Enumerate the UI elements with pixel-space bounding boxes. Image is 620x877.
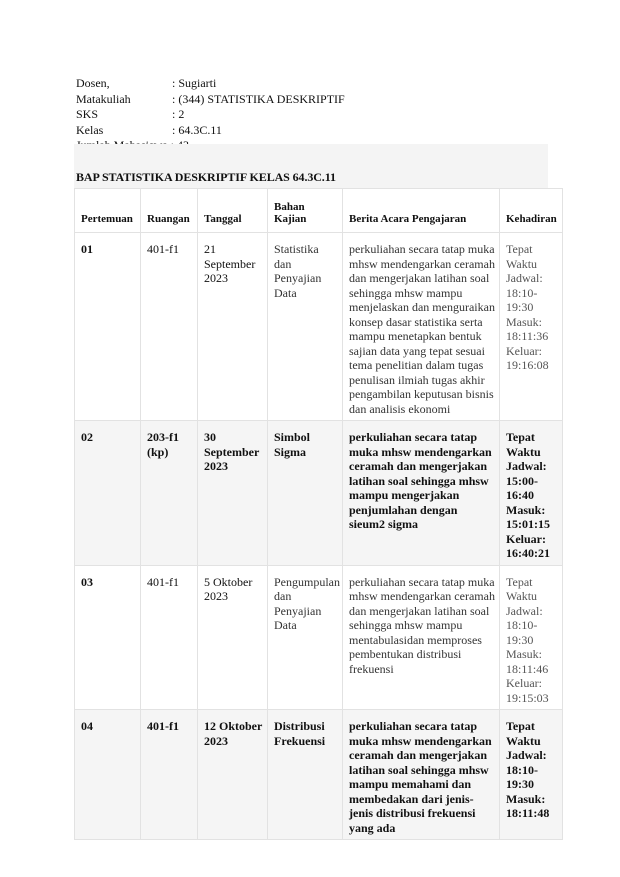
kehadiran-line: Waktu [506, 444, 541, 459]
kehadiran-line: Waktu [506, 589, 538, 603]
cell-kehadiran [500, 233, 563, 421]
cell-bahan-kajian: Distribusi Frekuensi [268, 710, 343, 840]
cell-pertemuan: 03 [75, 565, 141, 710]
info-row-matakuliah [76, 92, 345, 108]
course-info [76, 76, 345, 154]
kehadiran-line: 15:00- [506, 473, 538, 488]
info-label: Kelas [76, 122, 104, 137]
col-header-berita-acara: Berita Acara Pengajaran [343, 189, 500, 233]
info-value: : Sugiarti [172, 76, 217, 90]
cell-tanggal: 21 September 2023 [198, 233, 268, 421]
kehadiran-line: 19:16:08 [506, 358, 549, 372]
kehadiran-line: Keluar: [506, 676, 542, 690]
info-value: : 64.3C.11 [172, 122, 222, 137]
kehadiran-line: 15:01:15 [506, 517, 550, 531]
kehadiran-line: Jadwal: [506, 271, 543, 285]
kehadiran-line: Masuk: [506, 314, 542, 329]
cell-bahan-kajian: Statistika dan Penyajian Data [268, 233, 343, 421]
cell-berita-acara: perkuliahan secara tatap muka mhsw mendengarkan ceramah dan mengerjakan latihan soal sehingga mhsw mampu menjelaskan dan menguraikan konsep dasar statistika serta mampu menetapkan bentuk sajian data yang tepat sesuai tema penelitian dalam tugas penulisan ilmiah tugas akhir pengambilan keputusan bisnis dan analisis ekonomi [343, 233, 500, 421]
cell-pertemuan: 04 [75, 710, 141, 840]
info-row-sks [76, 107, 345, 123]
cell-ruangan: 401-f1 [141, 565, 198, 710]
info-value: : (344) STATISTIKA DESKRIPTIF [172, 91, 345, 106]
col-header-bahan-kajian: Bahan Kajian [268, 189, 343, 233]
table-header-row [75, 189, 563, 233]
kehadiran-line: 18:10- [506, 762, 538, 777]
kehadiran-line: Masuk: [506, 647, 542, 661]
cell-berita-acara: perkuliahan secara tatap muka mhsw mendengarkan ceramah dan mengerjakan latihan soal sehingga mhsw mampu memahami dan membedakan dari jenis-jenis distribusi frekuensi yang ada [343, 710, 500, 840]
kehadiran-line: Jadwal: [506, 748, 547, 762]
kehadiran-line: Tepat [506, 574, 533, 589]
table-row [75, 233, 563, 421]
kehadiran-line: 18:11:46 [506, 661, 549, 676]
kehadiran-line: Tepat [506, 430, 535, 444]
kehadiran-line: 18:10- [506, 618, 538, 632]
info-label: SKS [76, 107, 99, 121]
cell-ruangan: 401-f1 [141, 233, 198, 421]
kehadiran-line: Masuk: [506, 791, 546, 806]
cell-bahan-kajian: Pengumpulan dan Penyajian Data [268, 565, 343, 710]
info-label: Matakuliah [76, 91, 131, 106]
cell-tanggal: 12 Oktober 2023 [198, 710, 268, 840]
cell-tanggal: 30 September 2023 [198, 421, 268, 566]
bap-title: BAP STATISTIKA DESKRIPTIF KELAS 64.3C.11 [76, 170, 336, 184]
col-header-ruangan: Ruangan [141, 189, 198, 233]
kehadiran-line: 19:30 [506, 632, 534, 647]
kehadiran-line: Keluar: [506, 531, 546, 546]
kehadiran-line: 19:30 [506, 777, 534, 791]
kehadiran-line: Tepat [506, 242, 533, 256]
cell-kehadiran [500, 710, 563, 840]
kehadiran-line: 16:40:21 [506, 546, 550, 560]
cell-ruangan: 203-f1 (kp) [141, 421, 198, 566]
col-header-pertemuan: Pertemuan [75, 189, 141, 233]
col-header-kehadiran: Kehadiran [500, 189, 563, 233]
cell-tanggal: 5 Oktober 2023 [198, 565, 268, 710]
cell-ruangan: 401-f1 [141, 710, 198, 840]
kehadiran-line: 16:40 [506, 488, 534, 502]
kehadiran-line: Jadwal: [506, 459, 547, 473]
cell-pertemuan: 01 [75, 233, 141, 421]
kehadiran-line: 19:30 [506, 300, 534, 314]
table-row [75, 710, 563, 840]
info-value: : 2 [172, 107, 185, 121]
info-row-kelas [76, 123, 345, 139]
cell-berita-acara: perkuliahan secara tatap muka mhsw mendengarkan ceramah dan mengerjakan latihan soal sehingga mhsw mampu mentabulasidan memproses pembentukan distribusi frekuensi [343, 565, 500, 710]
cell-bahan-kajian: Simbol Sigma [268, 421, 343, 566]
table-row [75, 565, 563, 710]
kehadiran-line: Waktu [506, 733, 541, 748]
kehadiran-line: Jadwal: [506, 603, 543, 618]
kehadiran-line: Keluar: [506, 343, 542, 358]
table-row [75, 421, 563, 566]
col-header-tanggal: Tanggal [198, 189, 268, 233]
cell-berita-acara: perkuliahan secara tatap muka mhsw mendengarkan ceramah dan mengerjakan latihan soal sehingga mhsw mampu mengerjakan penjumlahan dengan sieum2 sigma [343, 421, 500, 566]
cell-pertemuan: 02 [75, 421, 141, 566]
kehadiran-line: Waktu [506, 256, 538, 271]
kehadiran-line: 18:10- [506, 285, 538, 300]
kehadiran-line: Masuk: [506, 502, 546, 517]
kehadiran-line: Tepat [506, 719, 535, 733]
kehadiran-line: 18:11:48 [506, 806, 550, 820]
kehadiran-line: 18:11:36 [506, 329, 549, 343]
bap-table [74, 188, 563, 840]
cell-kehadiran [500, 421, 563, 566]
cell-kehadiran [500, 565, 563, 710]
info-row-dosen [76, 76, 345, 92]
info-label: Dosen, [76, 76, 110, 90]
kehadiran-line: 19:15:03 [506, 690, 549, 705]
